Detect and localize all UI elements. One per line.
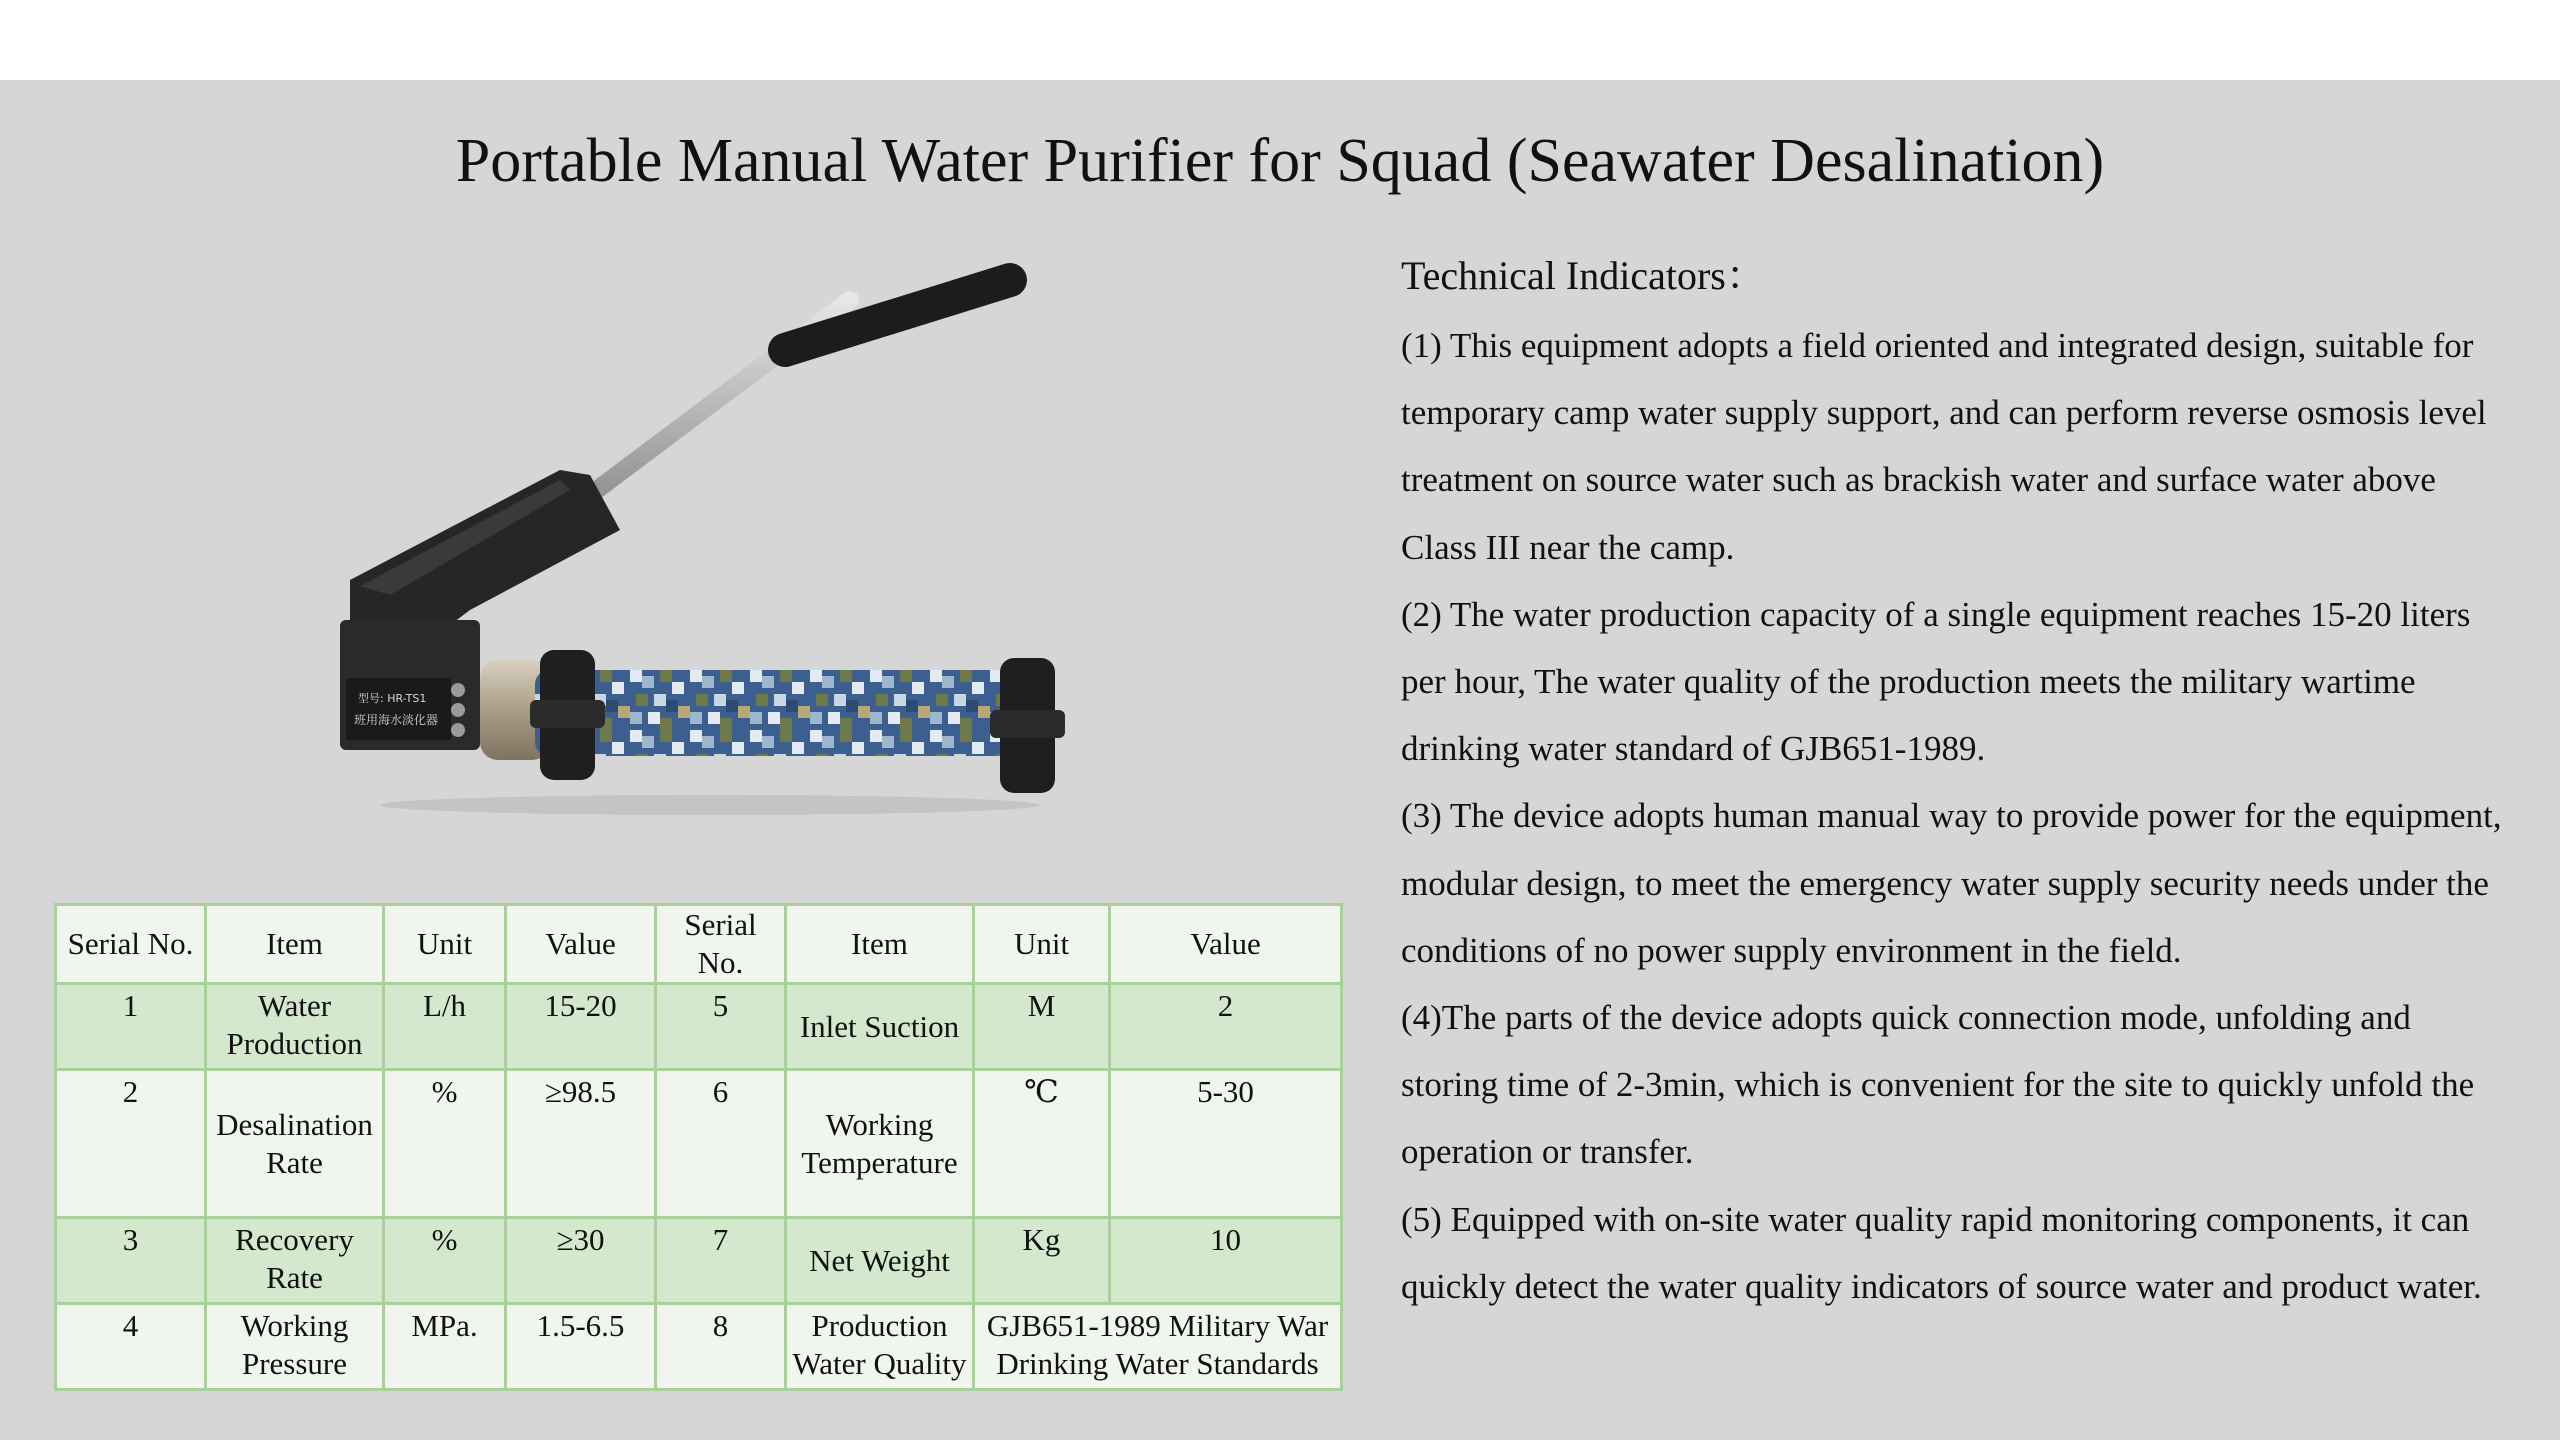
cell-serial: 2 — [56, 1070, 206, 1218]
purifier-image — [330, 250, 1090, 820]
device-label-name: 班用海水淡化器 — [354, 713, 439, 727]
cell-value: 15-20 — [506, 984, 656, 1070]
table-row — [56, 1218, 1342, 1304]
header-unit: Unit — [384, 905, 506, 984]
cell-item: Production Water Quality — [786, 1304, 974, 1390]
cell-serial: 5 — [656, 984, 786, 1070]
cell-item: Inlet Suction — [786, 984, 974, 1070]
cell-serial: 3 — [56, 1218, 206, 1304]
cell-value: 1.5-6.5 — [506, 1304, 656, 1390]
header-item-2: Item — [786, 905, 974, 984]
table-row — [56, 1304, 1342, 1390]
cell-unit: % — [384, 1218, 506, 1304]
cell-serial: 8 — [656, 1304, 786, 1390]
indicator-paragraph: (1) This equipment adopts a field oriented and integrated design, suitable for temporary camp water supply support, and can perform reverse osmosis level treatment on source water such as brackish water and surface water above Class III near the camp. — [1401, 326, 2487, 567]
cell-unit: M — [974, 984, 1110, 1070]
cell-serial: 1 — [56, 984, 206, 1070]
cell-unit: L/h — [384, 984, 506, 1070]
spec-table-header — [56, 905, 1342, 984]
header-unit-2: Unit — [974, 905, 1110, 984]
table-row — [56, 984, 1342, 1070]
top-strip — [0, 0, 2560, 80]
cell-merged-standard: GJB651-1989 Military War Drinking Water Standards — [974, 1304, 1342, 1390]
page-title: Portable Manual Water Purifier for Squad (Seawater Desalination) — [455, 127, 2105, 195]
cell-serial: 4 — [56, 1304, 206, 1390]
indicator-paragraph: (4)The parts of the device adopts quick connection mode, unfolding and storing time of 2-3min, which is convenient for the site to quickly unfold the operation or transfer. — [1401, 998, 2475, 1172]
cell-value: 5-30 — [1110, 1070, 1342, 1218]
header-item: Item — [206, 905, 384, 984]
cell-value: 2 — [1110, 984, 1342, 1070]
cell-item: Working Pressure — [206, 1304, 384, 1390]
cell-unit: Kg — [974, 1218, 1110, 1304]
spec-table — [54, 903, 1343, 1391]
header-serial-no: Serial No. — [56, 905, 206, 984]
device-label-model: 型号: HR-TS1 — [358, 692, 427, 705]
cell-value: ≥30 — [506, 1218, 656, 1304]
cell-item: Recovery Rate — [206, 1218, 384, 1304]
cell-unit: % — [384, 1070, 506, 1218]
cell-value: 10 — [1110, 1218, 1342, 1304]
indicators-heading: Technical Indicators： — [1401, 253, 1766, 298]
table-row — [56, 1070, 1342, 1218]
indicator-paragraph: (5) Equipped with on-site water quality rapid monitoring components, it can quickly detect the water quality indicators of source water and product water. — [1401, 1199, 2482, 1306]
cell-item: Net Weight — [786, 1218, 974, 1304]
cell-item: Working Temperature — [786, 1070, 974, 1218]
cell-serial: 6 — [656, 1070, 786, 1218]
cell-item: Desalination Rate — [206, 1070, 384, 1218]
cell-item: Water Production — [206, 984, 384, 1070]
cell-value: ≥98.5 — [506, 1070, 656, 1218]
technical-indicators — [1401, 240, 2516, 1320]
cell-unit: ℃ — [974, 1070, 1110, 1218]
header-value-2: Value — [1110, 905, 1342, 984]
cell-serial: 7 — [656, 1218, 786, 1304]
indicator-paragraph: (3) The device adopts human manual way to provide power for the equipment, modular design, to meet the emergency water supply security needs under the conditions of no power supply environment in the field. — [1401, 796, 2502, 970]
header-serial-no-2: Serial No. — [656, 905, 786, 984]
indicator-paragraph: (2) The water production capacity of a single equipment reaches 15-20 liters per hour, The water quality of the production meets the military wartime drinking water standard of GJB651-1989. — [1401, 594, 2471, 769]
cell-unit: MPa. — [384, 1304, 506, 1390]
header-value: Value — [506, 905, 656, 984]
